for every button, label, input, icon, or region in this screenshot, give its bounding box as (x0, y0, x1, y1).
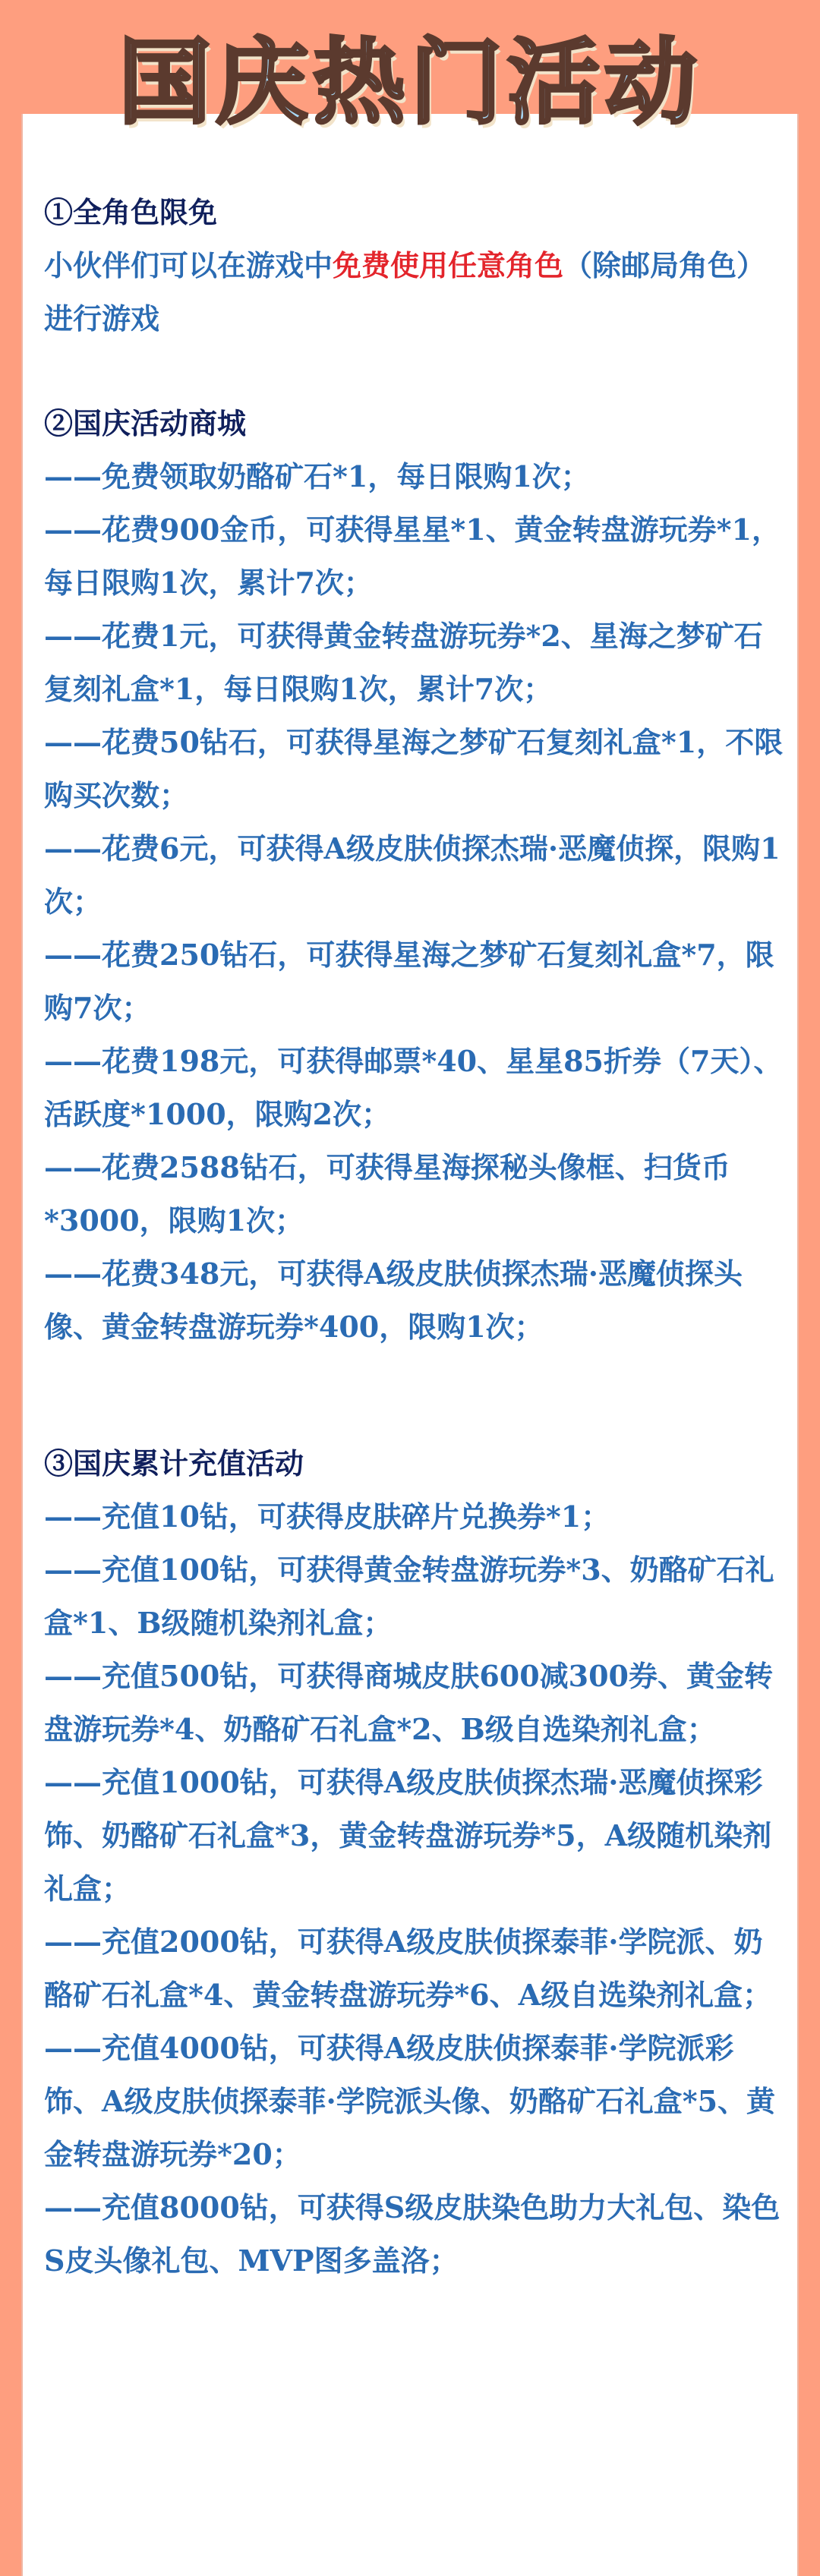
spacer (44, 1354, 788, 1437)
section-heading: ③国庆累计充值活动 (44, 1446, 304, 1480)
page-title: 国庆热门活动 (118, 29, 702, 137)
list-item: ——花费900金币，可获得星星*1、黄金转盘游玩券*1，每日限购1次，累计7次； (44, 512, 781, 600)
list-item: ——免费领取奶酪矿石*1，每日限购1次； (44, 459, 590, 493)
list-item: ——充值2000钻，可获得A级皮肤侦探泰菲·学院派、奶酪矿石礼盒*4、黄金转盘游玩券*6、A级自选染剂礼盒； (44, 1925, 772, 2012)
section-heading: ②国庆活动商城 (44, 406, 247, 440)
section-heading: ①全角色限免 (44, 195, 218, 229)
list-item: ——充值1000钻，可获得A级皮肤侦探杰瑞·恶魔侦探彩饰、奶酪矿石礼盒*3，黄金转盘游玩券*5，A级随机染剂礼盒； (44, 1765, 772, 1906)
list-item: ——充值8000钻，可获得S级皮肤染色助力大礼包、染色S皮头像礼包、MVP图多盖洛； (44, 2190, 781, 2278)
section-recharge (44, 1437, 788, 2288)
section-shop (44, 397, 788, 1354)
spacer (44, 345, 788, 397)
title-banner (0, 18, 820, 147)
list-item: ——花费2588钻石，可获得星海探秘头像框、扫货币*3000，限购1次； (44, 1150, 730, 1238)
intro-text-end: （除邮局角色）进行游戏 (44, 248, 766, 336)
intro-text: 小伙伴们可以在游戏中 (44, 248, 333, 282)
list-item: ——充值10钻，可获得皮肤碎片兑换券*1； (44, 1499, 610, 1534)
list-item: ——花费50钻石，可获得星海之梦矿石复刻礼盒*1，不限购买次数； (44, 725, 784, 812)
list-item: ——充值4000钻，可获得A级皮肤侦探泰菲·学院派彩饰、A级皮肤侦探泰菲·学院派头像、奶酪矿石礼盒*5、黄金转盘游玩券*20； (44, 2031, 776, 2171)
list-item: ——花费198元，可获得邮票*40、星星85折券（7天）、活跃度*1000，限购2次； (44, 1044, 783, 1131)
list-item: ——花费250钻石，可获得星海之梦矿石复刻礼盒*7，限购7次； (44, 938, 774, 1025)
intro-highlight: 免费使用任意角色 (333, 248, 564, 282)
list-item: ——充值100钻，可获得黄金转盘游玩券*3、奶酪矿石礼盒*1、B级随机染剂礼盒； (44, 1553, 774, 1640)
section-intro (44, 239, 788, 345)
list-item: ——花费6元，可获得A级皮肤侦探杰瑞·恶魔侦探，限购1次； (44, 831, 781, 919)
list-item: ——花费348元，可获得A级皮肤侦探杰瑞·恶魔侦探头像、黄金转盘游玩券*400，限购1次； (44, 1256, 743, 1344)
section-free-characters (44, 186, 788, 345)
activity-content (44, 186, 788, 2288)
list-item: ——充值500钻，可获得商城皮肤600减300券、黄金转盘游玩券*4、奶酪矿石礼盒*2、B级自选染剂礼盒； (44, 1659, 773, 1746)
list-item: ——花费1元，可获得黄金转盘游玩券*2、星海之梦矿石复刻礼盒*1，每日限购1次，累计7次； (44, 619, 763, 706)
